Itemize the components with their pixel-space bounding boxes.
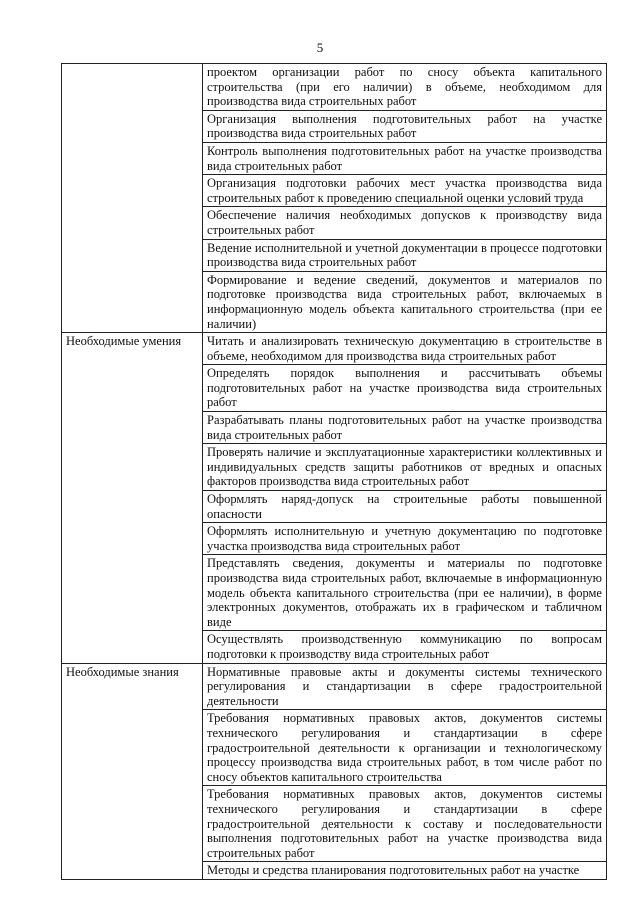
table-row [62,64,607,111]
table-cell: Формирование и ведение сведений, документов и материалов по подготовке производства вида строительных работ, включаемых в информационную модель объекта капитального строительства (при ее наличии) [203,271,607,332]
table-cell: Осуществлять производственную коммуникацию по вопросам подготовки к производству вида строительных работ [203,631,607,663]
table-cell: Методы и средства планирования подготовительных работ на участке [203,862,607,880]
table-cell: Проверять наличие и эксплуатационные характеристики коллективных и индивидуальных средств защиты работников от вредных и опасных факторов производства вида строительных работ [203,444,607,491]
table-cell: Обеспечение наличия необходимых допусков к производству вида строительных работ [203,207,607,239]
table-cell: Контроль выполнения подготовительных работ на участке производства вида строительных работ [203,142,607,174]
table-cell: Представлять сведения, документы и материалы по подготовке производства вида строительных работ, включаемые в информационную модель объекта капитального строительства (при ее наличии), в форме электронных документов, отображать их в графическом и табличном виде [203,555,607,631]
row-label-knowledge: Необходимые знания [62,663,203,879]
table-cell: Определять порядок выполнения и рассчитывать объемы подготовительных работ на участке производства вида строительных работ [203,365,607,412]
table-cell: Оформлять исполнительную и учетную документацию по подготовке участка производства вида строительных работ [203,523,607,555]
table-body [62,64,607,880]
row-label-cell [62,64,203,333]
row-label-skills: Необходимые умения [62,333,203,663]
table-cell: проектом организации работ по сносу объекта капитального строительства (при его наличии) в объеме, необходимом для производства вида строительных работ [203,64,607,111]
table-cell: Разрабатывать планы подготовительных работ на участке производства вида строительных работ [203,412,607,444]
qualification-table [61,63,607,880]
table-cell: Требования нормативных правовых актов, документов системы технического регулирования и стандартизации в сфере градостроительной деятельности к организации и технологическому процессу производства вида строительных работ, в том числе работ по сносу объектов капитального строительства [203,710,607,786]
table-cell: Требования нормативных правовых актов, документов системы технического регулирования и стандартизации в сфере градостроительной деятельности к составу и последовательности выполнения подготовительных работ на участке производства вида строительных работ [203,786,607,862]
table-cell: Читать и анализировать техническую документацию в строительстве в объеме, необходимом для производства вида строительных работ [203,333,607,365]
table-cell: Организация подготовки рабочих мест участка производства вида строительных работ к проведению специальной оценки условий труда [203,175,607,207]
table-row [62,333,607,365]
table-row [62,663,607,710]
table-cell: Организация выполнения подготовительных работ на участке производства вида строительных работ [203,110,607,142]
page-number: 5 [316,40,324,55]
table-cell: Ведение исполнительной и учетной документации в процессе подготовки производства вида строительных работ [203,239,607,271]
table-cell: Оформлять наряд-допуск на строительные работы повышенной опасности [203,491,607,523]
table-cell: Нормативные правовые акты и документы системы технического регулирования и стандартизации в сфере градостроительной деятельности [203,663,607,710]
